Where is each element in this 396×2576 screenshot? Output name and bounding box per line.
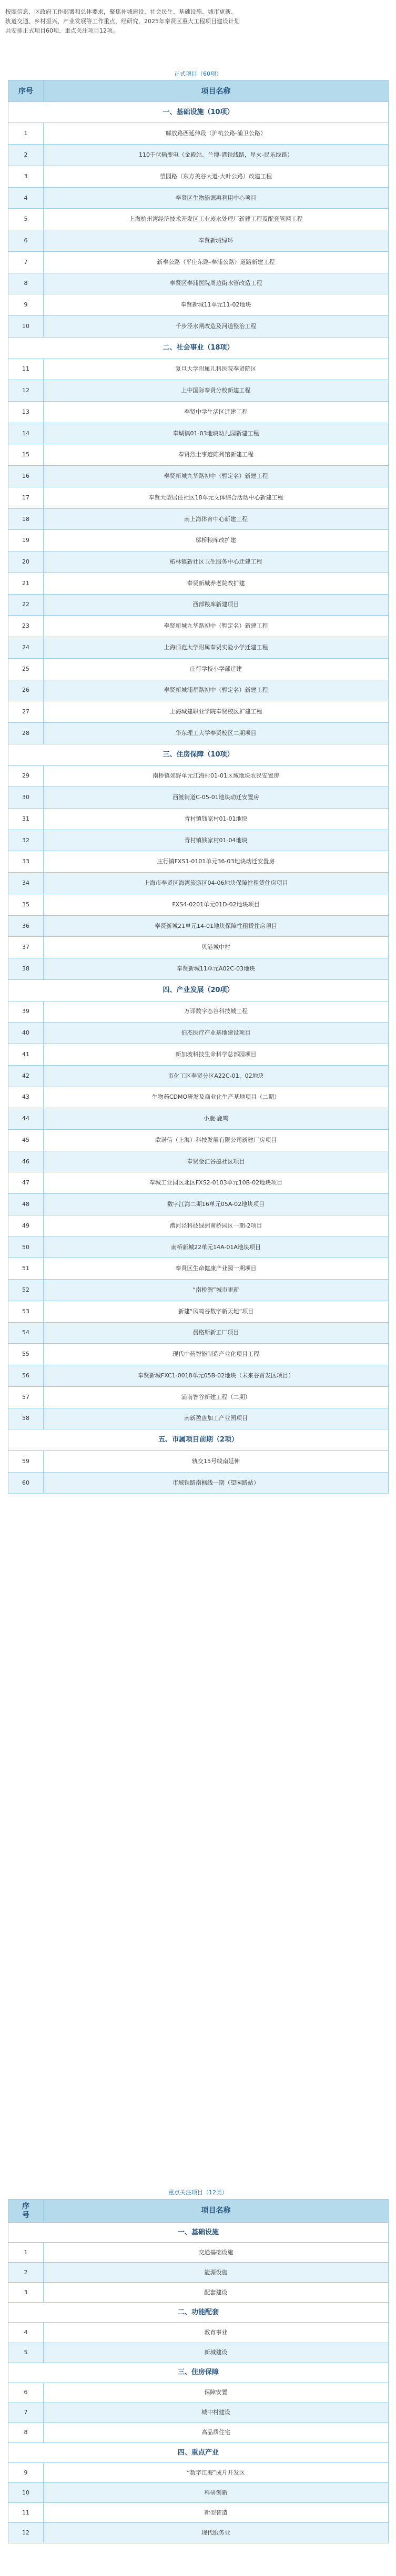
row-serial: 29 [8, 765, 44, 787]
row-project-name: 科研创新 [44, 2483, 389, 2503]
table-row [8, 2503, 389, 2523]
category-row [8, 2443, 389, 2463]
row-serial: 46 [8, 1151, 44, 1172]
row-project-name: 欧诺信（上海）科技发展有限公司新建厂房项目 [44, 1129, 389, 1151]
row-serial: 60 [8, 1472, 44, 1494]
table-row [8, 658, 389, 680]
table-row [8, 273, 389, 294]
row-serial: 9 [8, 2463, 44, 2483]
table-row [8, 2283, 389, 2303]
key-projects-body [8, 2223, 389, 2543]
row-serial: 41 [8, 1044, 44, 1066]
row-project-name: “南桥源”城市更新 [44, 1280, 389, 1301]
row-project-name: 上海师范大学附属奉贤实验小学迁建工程 [44, 637, 389, 659]
row-project-name: 新城建设 [44, 2343, 389, 2363]
table-row [8, 1044, 389, 1066]
table-row [8, 1194, 389, 1215]
table-row [8, 187, 389, 209]
row-project-name: 奉贤区生命健康产业园一期项目 [44, 1258, 389, 1280]
row-project-name: 上海市奉贤区海湾旅游区04-06地块保障性租赁住房项目 [44, 873, 389, 894]
row-serial: 36 [8, 915, 44, 937]
table-row [8, 230, 389, 252]
header-project-name: 项目名称 [44, 80, 389, 102]
category-row [8, 744, 389, 765]
table-row [8, 402, 389, 423]
row-serial: 25 [8, 658, 44, 680]
row-serial: 57 [8, 1386, 44, 1408]
category-title: 一、基础设施（10项） [8, 101, 389, 123]
row-project-name: 邬桥粮库改扩建 [44, 530, 389, 551]
row-serial: 58 [8, 1408, 44, 1429]
row-serial: 56 [8, 1365, 44, 1387]
row-serial: 35 [8, 894, 44, 915]
table-row [8, 1001, 389, 1023]
table-row [8, 1108, 389, 1130]
table-row [8, 466, 389, 487]
table-row [8, 1258, 389, 1280]
row-serial: 34 [8, 873, 44, 894]
row-project-name: 庄行镇FXS1-0101单元36-03地块动迁安置房 [44, 851, 389, 873]
row-serial: 22 [8, 594, 44, 616]
row-serial: 20 [8, 551, 44, 573]
header-serial-line-2: 号 [22, 2211, 29, 2220]
table-row [8, 166, 389, 187]
row-project-name: “数字江海”成片开发区 [44, 2463, 389, 2483]
row-project-name: 110千伏输变电（金殿站、兰博-港铁线路，星火-民乐线路） [44, 145, 389, 166]
row-serial: 23 [8, 616, 44, 637]
table-row [8, 380, 389, 402]
category-title: 三、住房保障 [8, 2363, 389, 2383]
row-project-name: 高品质住宅 [44, 2422, 389, 2442]
row-serial: 16 [8, 466, 44, 487]
row-project-name: 轨交15号线南延伸 [44, 1451, 389, 1473]
category-row [8, 2363, 389, 2383]
header-serial-line-1: 序 [22, 2202, 29, 2211]
row-project-name: 奉贤中学生活区迁建工程 [44, 402, 389, 423]
table-row [8, 873, 389, 894]
row-serial: 13 [8, 402, 44, 423]
table-row [8, 508, 389, 530]
table-row [8, 573, 389, 594]
row-project-name: 保障安置 [44, 2383, 389, 2403]
row-serial: 9 [8, 294, 44, 316]
row-serial: 4 [8, 2323, 44, 2343]
table-row [8, 2383, 389, 2403]
row-serial: 55 [8, 1344, 44, 1365]
table-row [8, 294, 389, 316]
main-section-title: 正式项目（60项） [174, 70, 222, 77]
intro-paragraph [5, 7, 391, 36]
row-project-name: 新型智造 [44, 2503, 389, 2523]
row-project-name: 现代中药智能制造产业化项目工程 [44, 1344, 389, 1365]
table-row [8, 316, 389, 338]
row-project-name: 千步泾水闸改造及河道整治工程 [44, 316, 389, 338]
row-serial: 48 [8, 1194, 44, 1215]
row-serial: 45 [8, 1129, 44, 1151]
table-row [8, 723, 389, 744]
row-project-name: 上海城建职业学院奉贤校区扩建工程 [44, 701, 389, 723]
row-serial: 21 [8, 573, 44, 594]
table-row [8, 123, 389, 145]
row-project-name: 能源设施 [44, 2263, 389, 2283]
row-project-name: 奉贤新城九华路初中（暂定名）新建工程 [44, 466, 389, 487]
category-row [8, 337, 389, 359]
row-project-name: 小鹿·鹿鸣 [44, 1108, 389, 1130]
table-row [8, 637, 389, 659]
row-project-name: 贝港城中村 [44, 937, 389, 958]
table-row [8, 1129, 389, 1151]
table-row [8, 1386, 389, 1408]
row-project-name: 西部粮库新建项目 [44, 594, 389, 616]
row-serial: 40 [8, 1023, 44, 1044]
table-row [8, 701, 389, 723]
row-project-name: 上中国际奉贤分校新建工程 [44, 380, 389, 402]
row-project-name: 新建“风鸣谷数字新天地”项目 [44, 1301, 389, 1322]
table-row [8, 894, 389, 915]
row-serial: 26 [8, 680, 44, 701]
row-serial: 10 [8, 2483, 44, 2503]
row-project-name: 南桥镇郊野单元江海村01-01区域地块农民安置房 [44, 765, 389, 787]
table-row [8, 2483, 389, 2503]
row-serial: 3 [8, 2283, 44, 2303]
row-serial: 6 [8, 2383, 44, 2403]
row-project-name: 奉城工业园区北区FXS2-0103单元10B-02地块项目 [44, 1172, 389, 1194]
row-serial: 44 [8, 1108, 44, 1130]
intro-line-3: 共安排正式项目60项、重点关注项目12项。 [5, 27, 118, 34]
table-row [8, 616, 389, 637]
row-serial: 39 [8, 1001, 44, 1023]
row-serial: 24 [8, 637, 44, 659]
row-project-name: 解放路西延伸段（沪杭公路-浦卫公路） [44, 123, 389, 145]
row-serial: 33 [8, 851, 44, 873]
table-row [8, 1344, 389, 1365]
table-row [8, 145, 389, 166]
table-row [8, 937, 389, 958]
category-title: 五、市属项目前期（2项） [8, 1429, 389, 1451]
row-project-name: 复旦大学附属儿科医院奉贤院区 [44, 359, 389, 380]
table-row [8, 2422, 389, 2442]
row-serial: 11 [8, 359, 44, 380]
row-project-name: 青村镇钱家村01-01地块 [44, 808, 389, 830]
table-row [8, 209, 389, 230]
row-serial: 37 [8, 937, 44, 958]
row-project-name: 奉贤区奉浦医院周边街水管改造工程 [44, 273, 389, 294]
row-project-name: 市化工区奉贤分区A22C-01、02地块 [44, 1065, 389, 1087]
intro-line-1: 按照信息、区政府工作部署和总体要求，聚焦补城建设、社会民生、基础设施、城市更新、 [5, 8, 237, 15]
row-project-name: 南桥新城22单元14A-01A地块项目 [44, 1236, 389, 1258]
row-serial: 4 [8, 187, 44, 209]
table-row [8, 359, 389, 380]
table-row [8, 1451, 389, 1473]
table-row [8, 423, 389, 444]
table-row [8, 851, 389, 873]
formal-projects-body [8, 101, 389, 1494]
row-project-name: 奉贤大型居住社区18单元文体综合活动中心新建工程 [44, 487, 389, 508]
row-project-name: FXS4-0201单元01D-02地块项目 [44, 894, 389, 915]
category-row [8, 1429, 389, 1451]
row-serial: 32 [8, 830, 44, 851]
row-serial: 53 [8, 1301, 44, 1322]
row-serial: 42 [8, 1065, 44, 1087]
table-row [8, 958, 389, 980]
row-project-name: 漕河泾科技绿洲南桥园区一期-2项目 [44, 1215, 389, 1236]
row-project-name: 庄行学校小学部迁建 [44, 658, 389, 680]
table-row [8, 808, 389, 830]
row-serial: 30 [8, 787, 44, 809]
header-serial: 序号 [8, 80, 44, 102]
row-project-name: 青村镇钱家村01-04地块 [44, 830, 389, 851]
table-row [8, 530, 389, 551]
table-row [8, 487, 389, 508]
category-title: 一、基础设施 [8, 2223, 389, 2243]
header-project-name: 项目名称 [44, 2200, 389, 2223]
table-row [8, 1087, 389, 1108]
row-serial: 1 [8, 2243, 44, 2263]
row-project-name: 奉贤新城21单元14-01地块保障性租赁住房项目 [44, 915, 389, 937]
table-row [8, 830, 389, 851]
table-header-row [8, 80, 389, 102]
table-row [8, 444, 389, 466]
category-title: 三、住房保障（10项） [8, 744, 389, 765]
table-row [8, 787, 389, 809]
row-serial: 59 [8, 1451, 44, 1473]
row-serial: 31 [8, 808, 44, 830]
row-serial: 2 [8, 145, 44, 166]
table-row [8, 915, 389, 937]
table-row [8, 1301, 389, 1322]
table-row [8, 2243, 389, 2263]
table-row [8, 251, 389, 273]
row-project-name: 晨格斯新工厂项目 [44, 1322, 389, 1344]
row-project-name: 奉贤新城养老院改扩建 [44, 573, 389, 594]
row-project-name: 生物药CDMO研发及商业化生产基地项目（二期） [44, 1087, 389, 1108]
row-project-name: 南上海体育中心新建工程 [44, 508, 389, 530]
header-serial [8, 2200, 44, 2223]
row-serial: 50 [8, 1236, 44, 1258]
formal-projects-table [8, 80, 389, 1494]
row-serial: 27 [8, 701, 44, 723]
category-title: 二、社会事业（18项） [8, 337, 389, 359]
row-project-name: 奉贤新城11单元11-02地块 [44, 294, 389, 316]
row-project-name: 伯杰医疗产业基地建设项目 [44, 1023, 389, 1044]
intro-line-2: 轨道交通、乡村振兴、产业发展等工作重点，经研究，2025年奉贤区重大工程项目建设计划 [5, 18, 240, 25]
row-serial: 17 [8, 487, 44, 508]
row-serial: 28 [8, 723, 44, 744]
category-row [8, 101, 389, 123]
category-title: 四、重点产业 [8, 2443, 389, 2463]
table-row [8, 2523, 389, 2543]
table-row [8, 1172, 389, 1194]
row-serial: 5 [8, 2343, 44, 2363]
row-serial: 2 [8, 2263, 44, 2283]
row-serial: 18 [8, 508, 44, 530]
category-title: 四、产业发展（20项） [8, 979, 389, 1001]
table-row [8, 1365, 389, 1387]
row-project-name: 奉贤烈士事迹陈列馆新建工程 [44, 444, 389, 466]
row-serial: 6 [8, 230, 44, 252]
table-row [8, 765, 389, 787]
table-header-row [8, 2200, 389, 2223]
row-project-name: 奉贤新城九华路初中（暂定名）新建工程 [44, 616, 389, 637]
row-project-name: 奉贤新城绿环 [44, 230, 389, 252]
category-row [8, 979, 389, 1001]
row-project-name: 市域铁路南枫线一期（望园路站） [44, 1472, 389, 1494]
row-project-name: 交通基础设施 [44, 2243, 389, 2263]
table-row [8, 1322, 389, 1344]
row-project-name: 万译数字态谷科技城工程 [44, 1001, 389, 1023]
row-project-name: 奉城镇01-03地块幼儿园新建工程 [44, 423, 389, 444]
table-row [8, 2463, 389, 2483]
table-row [8, 680, 389, 701]
category-row [8, 2303, 389, 2323]
row-project-name: 教育事业 [44, 2323, 389, 2343]
row-serial: 5 [8, 209, 44, 230]
table-row [8, 1151, 389, 1172]
row-serial: 38 [8, 958, 44, 980]
row-serial: 3 [8, 166, 44, 187]
key-section-title: 重点关注项目（12类） [168, 2189, 228, 2196]
category-title: 二、功能配套 [8, 2303, 389, 2323]
key-projects-table [8, 2199, 389, 2543]
row-project-name: 柘林镇新社区卫生服务中心迁建工程 [44, 551, 389, 573]
row-serial: 52 [8, 1280, 44, 1301]
table-row [8, 1408, 389, 1429]
table-row [8, 594, 389, 616]
table-row [8, 2343, 389, 2363]
row-serial: 54 [8, 1322, 44, 1344]
row-project-name: 数字江海二期16单元05A-02地块项目 [44, 1194, 389, 1215]
row-serial: 51 [8, 1258, 44, 1280]
row-project-name: 奉贤新城浦星路初中（暂定名）新建工程 [44, 680, 389, 701]
row-project-name: 新加坡科技生命科学总部园项目 [44, 1044, 389, 1066]
row-serial: 8 [8, 273, 44, 294]
row-project-name: 奉贤新城11单元A02C-03地块 [44, 958, 389, 980]
row-project-name: 浦南智谷新建工程（二期） [44, 1386, 389, 1408]
table-row [8, 1236, 389, 1258]
table-row [8, 2263, 389, 2283]
row-serial: 12 [8, 380, 44, 402]
row-project-name: 新奉公路（平庄东路-奉浦公路）道路新建工程 [44, 251, 389, 273]
row-project-name: 奉贤金汇谷墨社区项目 [44, 1151, 389, 1172]
table-row [8, 1065, 389, 1087]
table-row [8, 1215, 389, 1236]
row-serial: 14 [8, 423, 44, 444]
row-project-name: 奉贤区生物能源再利用中心项目 [44, 187, 389, 209]
table-row [8, 1280, 389, 1301]
row-serial: 12 [8, 2523, 44, 2543]
table-row [8, 2323, 389, 2343]
table-row [8, 1472, 389, 1494]
row-serial: 47 [8, 1172, 44, 1194]
row-serial: 43 [8, 1087, 44, 1108]
row-project-name: 现代服务业 [44, 2523, 389, 2543]
row-serial: 19 [8, 530, 44, 551]
row-project-name: 城中村建设 [44, 2403, 389, 2422]
row-serial: 49 [8, 1215, 44, 1236]
row-serial: 7 [8, 251, 44, 273]
row-project-name: 望园路（东方美谷大道-大叶公路）改建工程 [44, 166, 389, 187]
table-row [8, 551, 389, 573]
row-project-name: 西渡街道C-05-01地块动迁安置房 [44, 787, 389, 809]
row-project-name: 配套建设 [44, 2283, 389, 2303]
row-serial: 11 [8, 2503, 44, 2523]
table-row [8, 2403, 389, 2422]
row-project-name: 华东理工大学奉贤校区二期项目 [44, 723, 389, 744]
row-serial: 15 [8, 444, 44, 466]
row-project-name: 奉贤新城FXC1-0018单元05B-02地块（未来谷首发区项目） [44, 1365, 389, 1387]
row-serial: 1 [8, 123, 44, 145]
row-serial: 10 [8, 316, 44, 338]
row-serial: 7 [8, 2403, 44, 2422]
row-serial: 8 [8, 2422, 44, 2442]
row-project-name: 上海杭州湾经济技术开发区工业废水处理厂新建工程及配套管网工程 [44, 209, 389, 230]
table-row [8, 1023, 389, 1044]
row-project-name: 南新盈盘加工产业园项目 [44, 1408, 389, 1429]
category-row [8, 2223, 389, 2243]
